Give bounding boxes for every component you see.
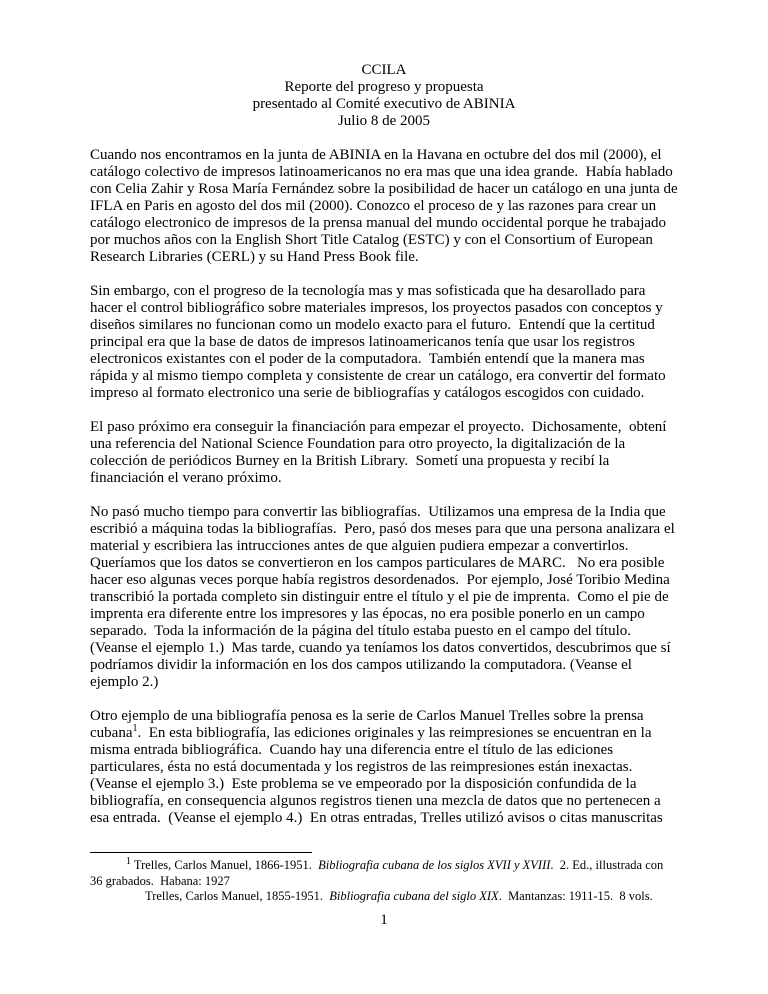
header-title: CCILA	[361, 62, 407, 78]
paragraph-3: El paso próximo era conseguir la financiación para empezar el proyecto. Dichosamente, obtení una referencia del National Science Foundation para otro proyecto, la digitalización de la colección de periódicos Burney en la British Library. Sometí una propuesta y recibí la financiación el verano próximo.	[90, 419, 671, 486]
header-recipient: presentado al Comité executivo de ABINIA	[252, 96, 516, 112]
footnote-1-work-title: Bibliografia cubana de los siglos XVII y XVIII	[318, 858, 551, 872]
paragraph-2: Sin embargo, con el progreso de la tecnología mas y mas sofisticada que ha desarollado para hacer el control bibliográfico sobre materiales impresos, los proyectos pasados con conceptos y diseños similares no funcionan como un modelo exacto para el futuro. Entendí que la certitud principal era que la base de datos de impresos latinoamericanos tenía que usar los registros electronicos existantes con el poder de la computadora. También entendí que la manera mas rápida y al mismo tiempo completa y consistente de crear un catálogo, era convertir del formato impreso al formato electronico una serie de bibliografías y catálogos escogidos con cuidado.	[90, 283, 670, 401]
footnote-2	[145, 889, 678, 905]
footnote-1	[90, 855, 678, 889]
paragraph-5-text: Otro ejemplo de una bibliografía penosa es la serie de Carlos Manuel Trelles sobre la prensa cubana	[90, 708, 648, 741]
paragraph-1: Cuando nos encontramos en la junta de ABINIA en la Havana en octubre del dos mil (2000), el catálogo colectivo de impresos latinoamericanos no era mas que una idea grande. Había hablado con Celia Zahir y Rosa María Fernández sobre la posibilidad de hacer un catálogo en una junta de IFLA en Paris en agosto del dos mil (2000). Conozco el proceso de y las razones para crear un catálogo electronico de impresos de la prensa manual del mundo occidental porque he trabajado por muchos años con la English Short Title Catalog (ESTC) y con el Consortium of European Research Libraries (CERL) y su Hand Press Book file.	[90, 147, 682, 265]
document-content	[90, 62, 682, 827]
paragraph-5	[90, 708, 678, 827]
page-number: 1	[380, 912, 388, 928]
footnote-1-imprint: . 2. Ed., illustrada con 36 grabados. Habana: 1927	[90, 858, 667, 888]
footnote-separator-rule	[90, 852, 312, 853]
footnote-2-work-title: Bibliografia cubana del siglo XIX	[329, 889, 499, 903]
header-subtitle: Reporte del progreso y propuesta	[284, 79, 484, 95]
footnote-reference-1: 1	[132, 723, 138, 734]
footnote-2-imprint: . Mantanzas: 1911-15. 8 vols.	[498, 889, 653, 903]
footnote-1-marker: 1	[126, 855, 131, 867]
paragraph-4: No pasó mucho tiempo para convertir las bibliografías. Utilizamos una empresa de la India que escribió a máquina todas la bibliografías. Pero, pasó dos meses para que una persona analizara el material y escribiera las intrucciones antes de que alguien pudiera empezar a convertirlos. Queríamos que los datos se convertieron en los campos particulares de MARC. No era posible hacer eso algunas veces porque había registros desordenados. Por ejemplo, José Toribio Medina transcribió la portada completo sin distinguir entre el título y el pie de imprenta. Como el pie de imprenta era diferente entre los impresores y las épocas, no era posible ponerlo en un campo separado. Toda la información de la página del título estaba puesto en el campo del título. (Veanse el ejemplo 1.) Mas tarde, cuando ya teníamos los datos convertidos, descubrimos que sí podríamos dividir la información en los dos campos utilizando la computadora. (Veanse el ejemplo 2.)	[90, 504, 679, 690]
footnote-area	[90, 852, 678, 905]
document-header	[90, 62, 678, 130]
footnote-1-author: Trelles, Carlos Manuel, 1866-1951.	[131, 858, 319, 872]
header-date: Julio 8 de 2005	[337, 113, 431, 129]
paragraph-5-text-continued: . En esta bibliografía, las ediciones originales y las reimpresiones se encuentran en la misma entrada bibliográfica. Cuando hay una diferencia entre el título de las ediciones particulares, ésta no está documentada y los registros de las reimpresiones están inexactas. (Veanse el ejemplo 3.) Este problema se ve empeorado por la disposición confundida de la bibliografía, en consequencia algunos registros tienen una mezcla de datos que no pertenecen a esa entrada. (Veanse el ejemplo 4.) En otras entradas, Trelles utilizó avisos o citas manuscritas	[90, 725, 665, 826]
footnote-2-author: Trelles, Carlos Manuel, 1855-1951.	[145, 889, 330, 903]
